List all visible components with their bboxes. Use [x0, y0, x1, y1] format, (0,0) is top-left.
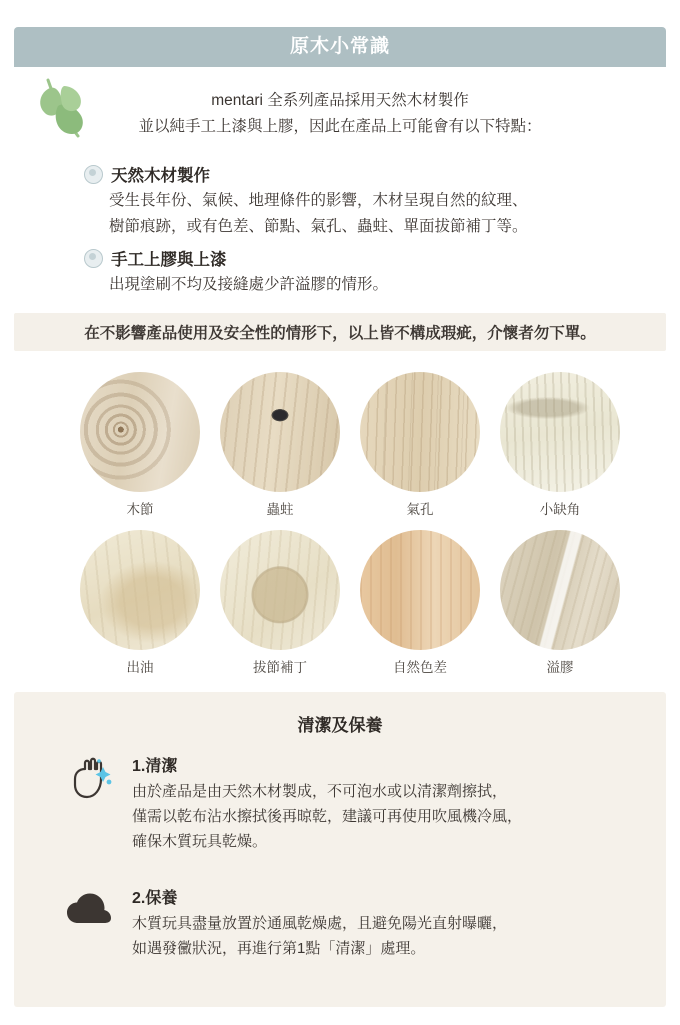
sample-item — [220, 530, 340, 676]
sample-item — [500, 530, 620, 676]
care-title: 清潔及保養 — [297, 716, 383, 735]
sample-item — [80, 530, 200, 676]
patch-swatch — [220, 530, 340, 650]
cloud-icon — [60, 884, 118, 942]
pore-swatch — [360, 372, 480, 492]
oil-swatch — [80, 530, 200, 650]
intro-paragraph — [0, 88, 680, 140]
hand-wipe-icon — [60, 752, 118, 810]
care-line: 由於產品是由天然木材製成，不可泡水或以清潔劑擦拭， — [132, 783, 508, 800]
header-bar — [14, 27, 666, 67]
intro-line-2: 並以純手工上漆與上膠，因此在產品上可能會有以下特點： — [138, 118, 542, 135]
feature-1-line-2: 樹節痕跡，或有色差、節點、氣孔、蟲蛀、單面拔節補丁等。 — [109, 218, 528, 235]
feature-1-body — [109, 188, 644, 240]
sample-label: 溢膠 — [546, 660, 574, 675]
sample-label: 蟲蛀 — [266, 502, 294, 517]
feature-2-line-1: 出現塗刷不均及接縫處少許溢膠的情形。 — [109, 276, 389, 293]
feature-1-head — [84, 162, 644, 186]
sample-label: 木節 — [126, 502, 154, 517]
page-title: 原木小常識 — [289, 36, 390, 57]
bullet-icon — [84, 165, 103, 184]
bullet-icon — [84, 249, 103, 268]
care-heading: 1.清潔 — [132, 758, 178, 775]
feature-item-1 — [84, 162, 644, 240]
intro-line-1: mentari 全系列產品採用天然木材製作 — [211, 92, 469, 109]
care-line: 僅需以乾布沾水擦拭後再晾乾，建議可再使用吹風機冷風， — [132, 808, 523, 825]
sample-item — [500, 372, 620, 518]
sample-label: 氣孔 — [406, 502, 434, 517]
care-body — [132, 911, 507, 961]
glue-swatch — [500, 530, 620, 650]
feature-item-2 — [84, 246, 644, 298]
feature-2-title: 手工上膠與上漆 — [111, 251, 227, 269]
feature-1-title: 天然木材製作 — [111, 167, 210, 185]
care-text-maintenance — [132, 884, 507, 961]
feature-list — [84, 162, 644, 304]
care-line: 如遇發黴狀況，再進行第1點「清潔」處理。 — [132, 940, 426, 957]
sample-item — [360, 530, 480, 676]
sample-label: 小缺角 — [539, 502, 581, 517]
care-line: 木質玩具盡量放置於通風乾燥處，且避免陽光直射曝曬， — [132, 915, 508, 932]
sample-label: 拔節補丁 — [253, 660, 307, 675]
care-text-cleaning — [132, 752, 522, 854]
sample-item — [220, 372, 340, 518]
sample-grid — [80, 372, 620, 688]
care-heading: 2.保養 — [132, 890, 178, 907]
feature-1-line-1: 受生長年份、氣候、地理條件的影響，木材呈現自然的紋理、 — [109, 192, 528, 209]
care-line: 確保木質玩具乾燥。 — [132, 833, 268, 850]
chip-swatch — [500, 372, 620, 492]
sample-item — [360, 372, 480, 518]
sample-item — [80, 372, 200, 518]
care-body — [132, 779, 522, 854]
wormhole-swatch — [220, 372, 340, 492]
feature-2-body — [109, 272, 644, 298]
care-panel — [14, 692, 666, 1007]
knot-swatch — [80, 372, 200, 492]
color-difference-swatch — [360, 530, 480, 650]
care-item-maintenance — [60, 884, 630, 961]
care-item-cleaning — [60, 752, 630, 854]
feature-2-head — [84, 246, 644, 270]
sample-label: 自然色差 — [393, 660, 447, 675]
sample-row — [80, 372, 620, 518]
sample-row — [80, 530, 620, 676]
notice-banner: 在不影響產品使用及安全性的情形下，以上皆不構成瑕疵，介懷者勿下單。 — [14, 313, 666, 351]
sample-label: 出油 — [126, 660, 154, 675]
